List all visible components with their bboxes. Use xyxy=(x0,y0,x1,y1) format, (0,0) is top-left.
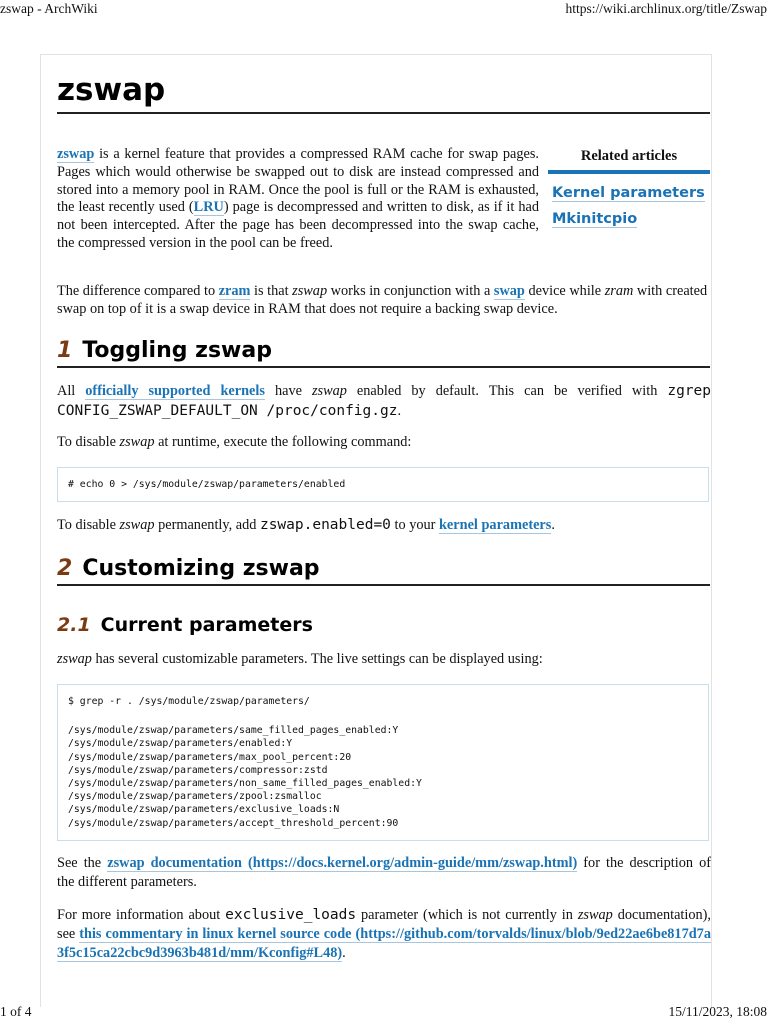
print-footer xyxy=(0,1004,768,1024)
lru-link[interactable]: LRU xyxy=(193,199,224,216)
print-header-title: zswap - ArchWiki xyxy=(0,1,98,16)
print-timestamp: 15/11/2023, 18:08 xyxy=(668,1004,767,1019)
code-output-line: /sys/module/zswap/parameters/compressor:zstd xyxy=(68,764,328,776)
disable-runtime-paragraph: To disable zswap at runtime, execute the following command: xyxy=(57,434,412,450)
zram-link[interactable]: zram xyxy=(218,283,251,299)
code-output-line: /sys/module/zswap/parameters/max_pool_percent:20 xyxy=(68,751,352,763)
parameters-intro-paragraph: zswap has several customizable parameters. The live settings can be displayed using: xyxy=(57,651,543,667)
zswap-enabled-param: zswap.enabled=0 xyxy=(259,517,391,533)
exclusive-loads-param: exclusive_loads xyxy=(225,907,357,923)
disable-permanent-paragraph: To disable zswap permanently, add zswap.enabled=0 to your kernel parameters. xyxy=(57,517,555,533)
related-articles-title: Related articles xyxy=(580,148,678,164)
disable-runtime-code-block xyxy=(57,467,709,502)
code-command-line: $ grep -r . /sys/module/zswap/parameters/ xyxy=(68,696,310,707)
related-articles xyxy=(548,140,710,232)
section-1-rule xyxy=(57,366,710,368)
exclusive-loads-paragraph: For more information about exclusive_loads parameter (which is not currently in zswap documentation), see this commentary in linux kernel source code (https://github.com/torvalds/linux/blob/9ed22ae6be817d7a3f5c15ca22cbc9d3963b481d/mm/Kconfig#L48). xyxy=(57,907,712,961)
code-output-line: /sys/module/zswap/parameters/same_filled_pages_enabled:Y xyxy=(68,725,399,737)
officially-supported-kernels-link[interactable]: officially supported kernels xyxy=(85,383,265,399)
section-heading-toggling: 1 Toggling zswap xyxy=(57,338,272,363)
page-counter: 1 of 4 xyxy=(0,1004,32,1019)
difference-paragraph: The difference compared to zram is that zswap works in conjunction with a swap device while zram with created swap on top of it is a swap device in RAM that does not require a backing swap device. xyxy=(57,283,708,317)
title-rule xyxy=(57,112,710,114)
print-header xyxy=(0,0,768,20)
zswap-documentation-link[interactable]: zswap documentation (https://docs.kernel.org/admin-guide/mm/zswap.html) xyxy=(107,855,578,871)
zgrep-command: zgrep CONFIG_ZSWAP_DEFAULT_ON /proc/config.gz xyxy=(57,383,712,419)
print-header-url[interactable]: https://wiki.archlinux.org/title/Zswap xyxy=(565,1,767,16)
code-output-line: /sys/module/zswap/parameters/non_same_filled_pages_enabled:Y xyxy=(68,777,422,789)
code-output-line: /sys/module/zswap/parameters/exclusive_loads:N xyxy=(68,804,340,816)
swap-link[interactable]: swap xyxy=(493,283,525,299)
code-line: # echo 0 > /sys/module/zswap/parameters/enabled xyxy=(68,479,346,490)
parameters-code-block xyxy=(57,684,709,841)
related-articles-bar xyxy=(548,170,710,174)
section-heading-customizing: 2 Customizing zswap xyxy=(57,556,320,581)
code-output-line: /sys/module/zswap/parameters/accept_threshold_percent:90 xyxy=(68,817,399,829)
code-output-line: /sys/module/zswap/parameters/enabled:Y xyxy=(68,738,293,750)
code-output-line: /sys/module/zswap/parameters/zpool:zsmalloc xyxy=(68,791,322,803)
section-2-rule xyxy=(57,584,710,586)
zswap-link[interactable]: zswap xyxy=(57,146,95,162)
page-title: zswap xyxy=(57,72,166,108)
kernels-paragraph: All officially supported kernels have zswap enabled by default. This can be verified with zgrep CONFIG_ZSWAP_DEFAULT_ON /proc/config.gz. xyxy=(57,383,712,419)
kernel-source-commentary-link[interactable]: this commentary in linux kernel source code (https://github.com/torvalds/linux/blob/9ed22ae6be817d7a3f5c15ca22cbc9d3963b481d/mm/Kconfig#L48) xyxy=(57,926,711,961)
subsection-heading-current-parameters: 2.1 Current parameters xyxy=(57,614,313,636)
related-link-kernel-parameters[interactable]: Kernel parameters xyxy=(552,185,705,201)
intro-paragraph: zswap is a kernel feature that provides a compressed RAM cache for swap pages. Pages which would otherwise be swapped out to disk are instead compressed and stored into a memory pool in RAM. Once the pool is full or the RAM is exhausted, the least recently used (LRU) page is decompressed and written to disk, as if it had not been intercepted. After the page has been decompressed into the swap cache, the compressed version in the pool can be freed. xyxy=(57,146,540,251)
related-link-mkinitcpio[interactable]: Mkinitcpio xyxy=(552,211,638,227)
kernel-parameters-link[interactable]: kernel parameters xyxy=(438,517,552,533)
see-documentation-paragraph: See the zswap documentation (https://docs.kernel.org/admin-guide/mm/zswap.html) for the description of the different parameters. xyxy=(57,855,712,890)
